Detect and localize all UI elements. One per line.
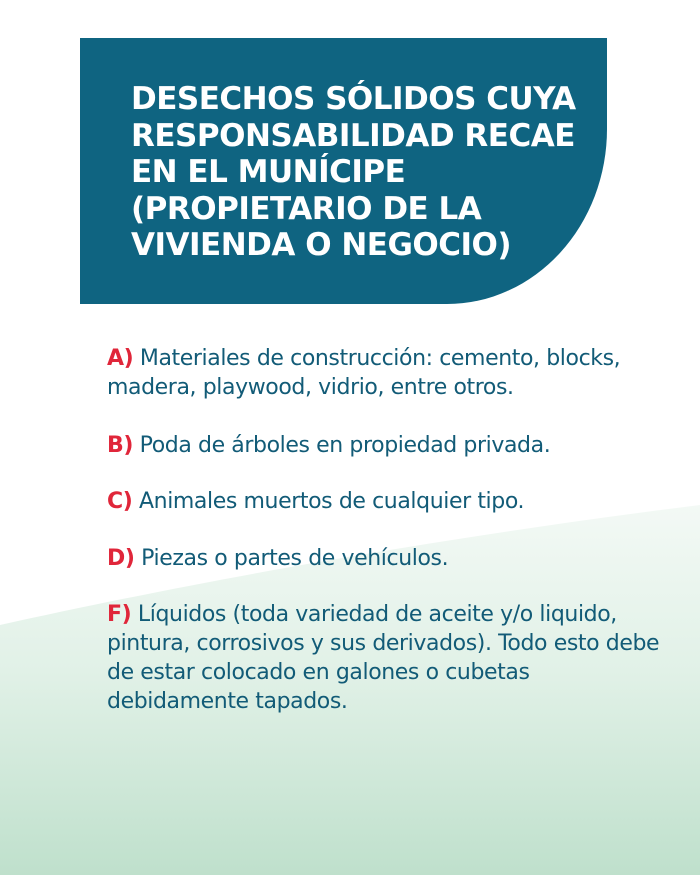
list-item-d: [107, 544, 667, 573]
item-letter: B): [107, 433, 134, 458]
item-letter: C): [107, 489, 133, 514]
list-item-b: [107, 431, 667, 460]
page-title: DESECHOS SÓLIDOS CUYA RESPONSABILIDAD RECAE EN EL MUNÍCIPE (PROPIETARIO DE LA VIVIENDA O NEGOCIO): [131, 81, 576, 263]
item-letter: A): [107, 346, 134, 371]
item-text: Animales muertos de cualquier tipo.: [139, 489, 525, 514]
items-list: [107, 344, 667, 716]
list-item-a: [107, 344, 667, 402]
list-item-f: [107, 600, 667, 716]
item-text: Piezas o partes de vehículos.: [141, 546, 449, 571]
list-item-c: [107, 487, 667, 516]
item-text: Líquidos (toda variedad de aceite y/o liquido, pintura, corrosivos y sus derivados). Todo esto debe de estar colocado en galones o cubetas debidamente tapados.: [107, 602, 660, 714]
item-text: Materiales de construcción: cemento, blocks, madera, playwood, vidrio, entre otros.: [107, 346, 621, 400]
item-letter: F): [107, 602, 132, 627]
item-text: Poda de árboles en propiedad privada.: [139, 433, 551, 458]
item-letter: D): [107, 546, 135, 571]
